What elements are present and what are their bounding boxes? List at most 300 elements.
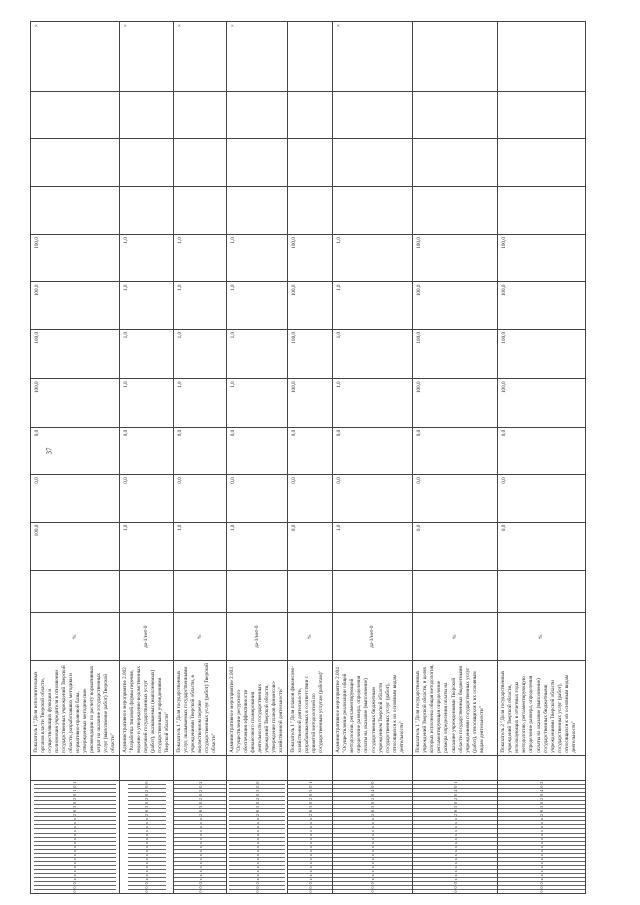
code-digit: x <box>229 841 285 845</box>
value-cell: 1,0 <box>333 522 413 570</box>
code-digit: x <box>333 837 412 841</box>
code-digit: x <box>333 873 412 877</box>
code-extra-cell <box>413 755 498 780</box>
code-digit: x <box>333 865 412 869</box>
value-cell: 0,0 <box>227 475 288 522</box>
code-digit: x <box>413 824 497 828</box>
value-cell: 0,0 <box>120 427 174 474</box>
code-digit: x <box>34 869 116 873</box>
value-cell <box>227 186 288 234</box>
code-digit: 0 <box>413 885 497 889</box>
unit-cell: да-1/нет-0 <box>333 613 413 660</box>
code-digit: x <box>413 829 497 833</box>
code-digit: x <box>498 837 585 841</box>
code-digit: 0 <box>174 881 226 885</box>
value-cell <box>31 91 120 138</box>
value-cell <box>174 186 227 234</box>
code-digit: x <box>128 865 166 869</box>
code-digit: 0 <box>174 889 226 893</box>
value-cell: 1,0 <box>227 329 288 378</box>
value-cell: 0,0 <box>174 427 227 474</box>
code-digit: 6 <box>413 808 497 812</box>
value-cell <box>413 186 498 234</box>
code-digit: x <box>413 845 497 849</box>
code-digit: x <box>229 816 285 820</box>
value-cell: 1,0 <box>174 329 227 378</box>
code-digit: x <box>128 833 166 837</box>
code-digit: x <box>229 820 285 824</box>
value-cell: 0,0 <box>174 475 227 522</box>
code-digit: 2 <box>498 812 585 816</box>
value-cell: 0,0 <box>288 427 333 474</box>
target-cell <box>413 22 498 92</box>
value-cell: 1,0 <box>333 379 413 427</box>
code-cell <box>174 780 227 893</box>
value-cell <box>288 91 333 138</box>
target-cell: × <box>120 22 174 92</box>
code-digit: x <box>413 853 497 857</box>
code-digit: 1 <box>34 788 116 792</box>
rotated-table-wrapper <box>30 21 613 894</box>
code-digit: x <box>174 837 226 841</box>
code-digit: 2 <box>174 812 226 816</box>
code-digit: x <box>128 837 166 841</box>
code-digit: 0 <box>34 800 116 804</box>
code-digit: 1 <box>452 781 458 784</box>
code-digit: x <box>288 877 332 881</box>
value-cell: 100,0 <box>288 282 333 329</box>
value-cell: 1,0 <box>227 522 288 570</box>
value-cell: 0,0 <box>333 475 413 522</box>
value-cell: 100,0 <box>31 235 120 282</box>
table-row <box>31 22 120 894</box>
code-extra-cell <box>498 755 586 780</box>
code-digit: 0 <box>498 800 585 804</box>
code-digit: 0 <box>229 792 285 796</box>
value-cell <box>227 139 288 186</box>
description-cell: Административное мероприятие 2.004 "Осуществление реализации общей методологии, регламентирующей определение размера, определения оплаты на оказание (выполнение) государственных бюджетным учреждением Тверской области государственных услуг (работ), относящихся к их основным видам деятельности" <box>333 660 413 755</box>
code-digit: x <box>288 829 332 833</box>
empty-cell <box>498 571 586 613</box>
code-digit: x <box>174 849 226 853</box>
code-digit: 6 <box>229 808 285 812</box>
value-cell <box>31 186 120 234</box>
code-digit: x <box>174 869 226 873</box>
code-digit: x <box>128 845 166 849</box>
table-row <box>174 22 227 894</box>
code-digit: x <box>288 861 332 865</box>
code-digit: x <box>229 869 285 873</box>
code-digit: x <box>174 877 226 881</box>
code-digit: x <box>333 829 412 833</box>
code-digit: 0 <box>333 792 412 796</box>
code-digit: 0 <box>413 881 497 885</box>
code-extra-cell <box>174 755 227 780</box>
code-digit: x <box>288 837 332 841</box>
code-digit: x <box>174 824 226 828</box>
code-digit: x <box>229 833 285 837</box>
code-digit: 0 <box>333 784 412 788</box>
code-digit: x <box>128 877 166 881</box>
code-digit: x <box>34 853 116 857</box>
code-digit: 2 <box>128 812 166 816</box>
code-digit: 0 <box>288 889 332 893</box>
value-cell <box>333 186 413 234</box>
value-cell: 0,0 <box>413 522 498 570</box>
code-digit: 2 <box>229 812 285 816</box>
unit-cell: % <box>413 613 498 660</box>
code-digit: x <box>229 829 285 833</box>
value-cell: 100,0 <box>288 379 333 427</box>
code-digit: x <box>413 857 497 861</box>
code-digit: x <box>333 861 412 865</box>
code-digit: 2 <box>288 812 332 816</box>
code-digit: 2 <box>174 796 226 800</box>
code-digit: x <box>34 873 116 877</box>
code-digit: 0 <box>370 781 376 784</box>
code-digit: x <box>128 841 166 845</box>
code-digit: x <box>333 833 412 837</box>
code-digit: x <box>174 816 226 820</box>
code-digit: 2 <box>128 788 166 792</box>
empty-cell <box>288 571 333 613</box>
value-cell <box>120 91 174 138</box>
code-digit: x <box>229 853 285 857</box>
code-digit: 0 <box>128 889 166 893</box>
table-body <box>31 22 586 894</box>
value-cell <box>120 186 174 234</box>
code-digit: x <box>288 824 332 828</box>
code-digit: 0 <box>288 881 332 885</box>
code-digit: x <box>128 853 166 857</box>
code-digit: x <box>229 861 285 865</box>
value-cell: 1,0 <box>120 235 174 282</box>
code-digit: x <box>34 820 116 824</box>
value-cell: 100,0 <box>413 282 498 329</box>
code-digit: 3 <box>333 804 412 808</box>
value-cell: 1,0 <box>174 522 227 570</box>
code-digit: x <box>174 865 226 869</box>
code-cell <box>288 780 333 893</box>
table-row <box>413 22 498 894</box>
code-digit: x <box>498 845 585 849</box>
code-digit: 0 <box>413 800 497 804</box>
code-digit: 1 <box>72 781 78 784</box>
code-digit: 0 <box>498 784 585 788</box>
code-digit: 2 <box>128 796 166 800</box>
code-digit: 0 <box>174 784 226 788</box>
code-digit: x <box>333 816 412 820</box>
description-cell: Показатель 1 "Доля планов финансово-хозяйственной деятельности, разрабатываемых в соответствии с принятой методологией по государственным услугам (работам)" <box>288 660 333 755</box>
code-digit: x <box>288 833 332 837</box>
code-digit: x <box>288 849 332 853</box>
code-digit: x <box>333 820 412 824</box>
code-digit: x <box>174 845 226 849</box>
code-digit: x <box>128 857 166 861</box>
value-cell: 100,0 <box>31 522 120 570</box>
code-digit: x <box>498 849 585 853</box>
code-digit: x <box>498 820 585 824</box>
code-digit: 2 <box>333 796 412 800</box>
code-digit: 6 <box>128 808 166 812</box>
code-digit: 0 <box>229 784 285 788</box>
code-digit: x <box>498 877 585 881</box>
code-digit: x <box>413 877 497 881</box>
value-cell: 0,0 <box>288 475 333 522</box>
code-digit: x <box>498 829 585 833</box>
code-digit: 0 <box>413 784 497 788</box>
value-cell: 100,0 <box>498 282 586 329</box>
indicators-table <box>30 21 586 894</box>
value-cell <box>174 91 227 138</box>
value-cell <box>413 139 498 186</box>
value-cell <box>120 139 174 186</box>
code-digit: 0 <box>144 781 150 784</box>
code-digit: x <box>498 873 585 877</box>
code-digit: 0 <box>174 800 226 804</box>
code-digit: 0 <box>128 800 166 804</box>
code-digit: 6 <box>498 808 585 812</box>
code-digit: 3 <box>174 804 226 808</box>
code-digit: 0 <box>288 792 332 796</box>
code-digit: 4 <box>498 788 585 792</box>
value-cell: 100,0 <box>288 329 333 378</box>
value-cell: 100,0 <box>413 379 498 427</box>
code-digit: x <box>498 824 585 828</box>
value-cell: 0,0 <box>227 427 288 474</box>
unit-cell: % <box>174 613 227 660</box>
unit-cell: да-1/нет-0 <box>227 613 288 660</box>
empty-cell <box>413 571 498 613</box>
code-digit: 0 <box>34 885 116 889</box>
code-digit: x <box>34 841 116 845</box>
code-digit: 0 <box>128 792 166 796</box>
code-digit: x <box>229 824 285 828</box>
code-digit: 2 <box>413 796 497 800</box>
empty-cell <box>174 571 227 613</box>
code-digit: x <box>174 861 226 865</box>
code-digit: 6 <box>333 808 412 812</box>
code-digit: x <box>413 861 497 865</box>
code-digit: x <box>333 877 412 881</box>
code-digit: x <box>34 824 116 828</box>
code-digit: 2 <box>34 796 116 800</box>
code-cell <box>333 780 413 893</box>
code-extra-cell <box>31 755 120 780</box>
code-cell <box>227 780 288 893</box>
code-cell <box>31 780 120 893</box>
code-digit: x <box>174 833 226 837</box>
table-row <box>120 22 174 894</box>
code-digit: 3 <box>34 804 116 808</box>
code-digit: 2 <box>174 788 226 792</box>
code-digit: x <box>229 857 285 861</box>
unit-cell: да-1/нет-0 <box>120 613 174 660</box>
code-digit: x <box>413 841 497 845</box>
unit-cell: % <box>288 613 333 660</box>
code-digit: 0 <box>498 889 585 893</box>
code-digit: 0 <box>333 889 412 893</box>
code-digit: x <box>229 849 285 853</box>
code-digit: x <box>498 865 585 869</box>
value-cell <box>498 91 586 138</box>
target-cell <box>498 22 586 92</box>
value-cell: 0,0 <box>413 475 498 522</box>
empty-cell <box>31 571 120 613</box>
code-digit: 2 <box>288 796 332 800</box>
code-digit: 0 <box>333 800 412 804</box>
code-digit: x <box>413 873 497 877</box>
code-digit: 0 <box>254 781 260 784</box>
value-cell: 100,0 <box>498 379 586 427</box>
code-digit: x <box>333 857 412 861</box>
code-digit: x <box>34 829 116 833</box>
value-cell: 1,0 <box>120 329 174 378</box>
code-digit: x <box>288 857 332 861</box>
code-digit: x <box>128 816 166 820</box>
code-digit: x <box>229 845 285 849</box>
code-extra-cell <box>120 755 174 780</box>
code-digit: 2 <box>34 812 116 816</box>
code-digit: x <box>333 853 412 857</box>
value-cell <box>227 91 288 138</box>
code-digit: 2 <box>498 796 585 800</box>
code-digit: 0 <box>498 885 585 889</box>
code-digit: 0 <box>128 784 166 788</box>
description-cell: Административное мероприятие 2.003 "Осуществление ресурсного обеспечения эффективности финансового планирования деятельности государственных учреждений Тверской области, утверждение планов финансово-хозяйственной деятельности" <box>227 660 288 755</box>
code-digit: 4 <box>413 788 497 792</box>
code-digit: 0 <box>498 792 585 796</box>
code-digit: 2 <box>413 812 497 816</box>
code-digit: x <box>498 833 585 837</box>
value-cell <box>288 139 333 186</box>
value-cell: 100,0 <box>31 379 120 427</box>
code-extra-cell <box>333 755 413 780</box>
code-digit: 3 <box>229 804 285 808</box>
code-digit: 0 <box>229 885 285 889</box>
empty-cell <box>227 571 288 613</box>
value-cell: 100,0 <box>31 282 120 329</box>
description-cell: Показатель 1 "Доля государственных учреждений Тверской области, в целях которых исполнена общая методология, регламентирующая определение размера определения оплаты на оказание учреждениями Тверской области государственных бюджетными учреждениями государственных услуг (работ), относящихся к их основным видам деятельности" <box>413 660 498 755</box>
code-digit: x <box>288 841 332 845</box>
code-digit: 0 <box>174 885 226 889</box>
value-cell <box>498 139 586 186</box>
empty-cell <box>120 571 174 613</box>
code-digit: 3 <box>413 804 497 808</box>
code-digit: 0 <box>128 885 166 889</box>
code-digit: 3 <box>288 804 332 808</box>
code-digit: 6 <box>34 808 116 812</box>
code-digit: x <box>128 861 166 865</box>
code-digit: 6 <box>288 808 332 812</box>
code-digit: x <box>333 824 412 828</box>
code-digit: x <box>174 853 226 857</box>
code-digit: 2 <box>229 796 285 800</box>
value-cell <box>413 91 498 138</box>
value-cell: 0,0 <box>120 475 174 522</box>
code-digit: x <box>128 820 166 824</box>
code-digit: 0 <box>229 881 285 885</box>
page-number: 37 <box>45 447 54 455</box>
description-cell: Показатель 1 "Доля исполнительных органов власти Тверской области, осуществляющих функции и полномочия учредителя в отношении государственных учреждений Тверской области, разработавших методики и нормативно-правовой базы, утвержденных методические рекомендации по расчету нормативных затрат на оказание государственных услуг (выполнение работ) Тверской области" <box>31 660 120 755</box>
code-digit: x <box>34 861 116 865</box>
code-digit: 3 <box>288 788 332 792</box>
code-digit: x <box>34 816 116 820</box>
code-digit: x <box>128 873 166 877</box>
target-cell: × <box>31 22 120 92</box>
table-row <box>227 22 288 894</box>
value-cell: 1,0 <box>227 282 288 329</box>
code-digit: 0 <box>34 792 116 796</box>
code-extra-cell <box>227 755 288 780</box>
target-cell: × <box>333 22 413 92</box>
code-digit: x <box>288 845 332 849</box>
code-cell <box>120 780 174 893</box>
value-cell: 0,0 <box>31 475 120 522</box>
code-digit: x <box>128 829 166 833</box>
value-cell <box>31 139 120 186</box>
value-cell: 0,0 <box>413 427 498 474</box>
code-digit: 0 <box>333 881 412 885</box>
value-cell: 1,0 <box>333 282 413 329</box>
value-cell: 1,0 <box>174 379 227 427</box>
code-digit: x <box>288 816 332 820</box>
code-digit: 2 <box>333 812 412 816</box>
code-digit: x <box>498 861 585 865</box>
description-cell: Административное мероприятие 2.002 "Разработка типовой формы перечня, ведение и утверждение ведомственных перечней государственных услуг (работ), оказываемых (выполняемых) государственными учреждениями Тверской области" <box>120 660 174 755</box>
code-digit: x <box>498 857 585 861</box>
code-digit: x <box>34 837 116 841</box>
code-digit: x <box>288 820 332 824</box>
code-digit: x <box>34 849 116 853</box>
value-cell: 1,0 <box>174 282 227 329</box>
code-digit: x <box>413 849 497 853</box>
value-cell: 100,0 <box>413 235 498 282</box>
value-cell: 1,0 <box>174 235 227 282</box>
code-digit: 0 <box>34 889 116 893</box>
code-digit: 0 <box>34 881 116 885</box>
value-cell: 1,0 <box>333 329 413 378</box>
table-row <box>498 22 586 894</box>
code-digit: x <box>333 845 412 849</box>
code-digit: x <box>174 829 226 833</box>
code-digit: x <box>288 873 332 877</box>
unit-cell: % <box>31 613 120 660</box>
code-digit: x <box>413 833 497 837</box>
code-digit: x <box>288 865 332 869</box>
code-digit: x <box>34 857 116 861</box>
value-cell: 100,0 <box>288 235 333 282</box>
code-digit: 0 <box>333 885 412 889</box>
unit-cell: % <box>498 613 586 660</box>
code-digit: x <box>498 816 585 820</box>
value-cell: 1,0 <box>120 379 174 427</box>
value-cell: 0,0 <box>498 522 586 570</box>
code-digit: x <box>128 824 166 828</box>
code-digit: x <box>288 853 332 857</box>
code-digit: 3 <box>128 804 166 808</box>
code-digit: x <box>174 820 226 824</box>
value-cell: 1,0 <box>120 522 174 570</box>
value-cell: 0,0 <box>498 475 586 522</box>
table-row <box>288 22 333 894</box>
code-digit: 0 <box>288 885 332 889</box>
code-digit: x <box>229 873 285 877</box>
code-digit: 3 <box>229 788 285 792</box>
code-digit: x <box>288 869 332 873</box>
value-cell <box>333 139 413 186</box>
code-digit: x <box>413 816 497 820</box>
